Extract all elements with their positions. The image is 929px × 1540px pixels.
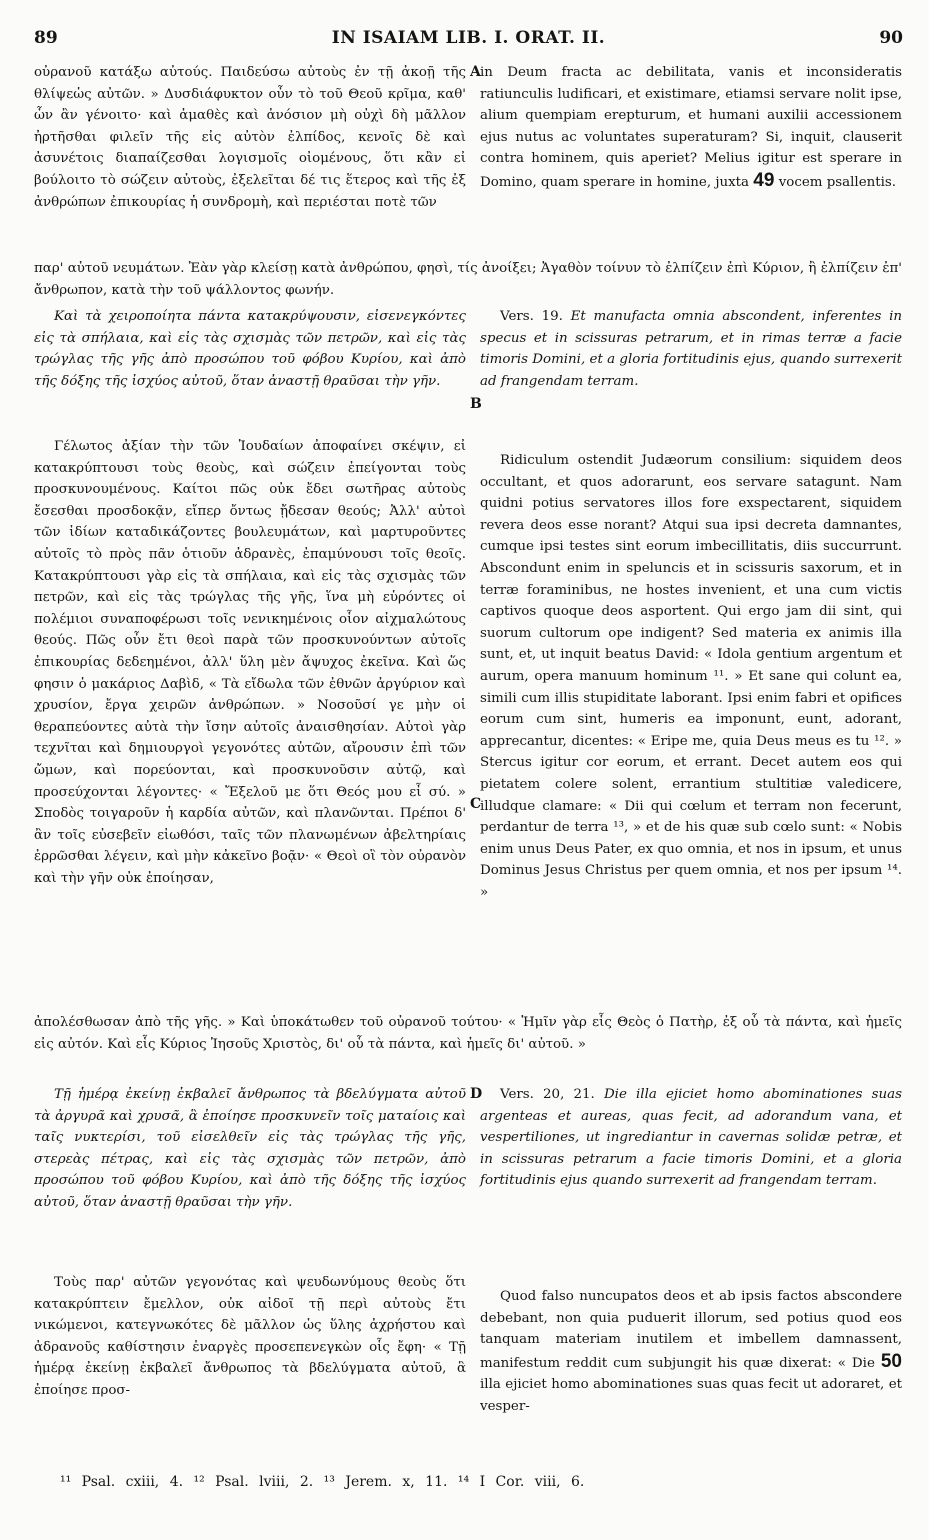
greek-lemma: Τῇ ἡμέρᾳ ἐκείνῃ ἐκβαλεῖ ἄνθρωπος τὰ βδελύγματα αὐτοῦ τὰ ἀργυρᾶ καὶ χρυσᾶ, ἃ ἐποίησε προσκυνεῖν τοῖς ματαίοις καὶ ταῖς νυκτερίσι, τοῦ εἰσελθεῖν εἰς τὰς τρώγλας τῆς γῆς, στερεὰς πέτρας, καὶ εἰς τὰς σχισμὰς τῶν πετρῶν, ἀπὸ προσώπου τοῦ φόβου Κυρίου, καὶ ἀπὸ τῆς δόξης τῆς ἰσχύος αὐτοῦ, ὅταν ἀναστῇ θραῦσαι τὴν γῆν. (34, 1087, 466, 1210)
verse-ref: Vers. 20, 21. (500, 1087, 595, 1102)
margin-marker-b: B (470, 396, 482, 412)
greek-lemma: Καὶ τὰ χειροποίητα πάντα κατακρύψουσιν, εἰσενεγκόντες εἰς τὰ σπήλαια, καὶ εἰς τὰς σχισμὰς τῶν πετρῶν, καὶ εἰς τὰς τρώγλας τῆς γῆς ἀπὸ προσώπου τοῦ φόβου Κυρίου, καὶ ἀπὸ τῆς δόξης τῆς ἰσχύος αὐτοῦ, ὅταν ἀναστῇ θραῦσαι τὴν γῆν. (34, 309, 466, 389)
greek-commentary: Τοὺς παρ' αὐτῶν γεγονότας καὶ ψευδωνύμους θεοὺς ὅτι κατακρύπτειν ἔμελλον, οὐκ αἰδοῖ τῇ περὶ αὐτοὺς ἔτι νικώμενοι, κατεγνωκότες δὲ μᾶλλον ὡς ὕλης ἀχρήστου καὶ ἀδρανοῦς καθίστησιν ἐναργὲς προσεπενεγκὼν οἷς ἔφη· « Τῇ ἡμέρᾳ ἐκείνῃ ἐκβαλεῖ ἄνθρωπος τὰ βδελύγματα αὐτοῦ, ἃ ἐποίησε προσ- (34, 1275, 466, 1398)
margin-marker-c: C (470, 796, 482, 812)
greek-column (34, 306, 466, 392)
full-width-paragraph-2: ἀπολέσθωσαν ἀπὸ τῆς γῆς. » Καὶ ὑποκάτωθεν τοῦ οὐρανοῦ τούτου· « Ἡμῖν γὰρ εἷς Θεὸς ὁ Πατὴρ, ἐξ οὗ τὰ πάντα, καὶ ἡμεῖς εἰς αὐτόν. Καὶ εἷς Κύριος Ἰησοῦς Χριστὸς, δι' οὗ τὰ πάντα, καὶ ἡμεῖς δι' αὐτοῦ. » (34, 1015, 902, 1052)
column-number: 50 (880, 1350, 902, 1372)
greek-paragraph: οὐρανοῦ κατάξω αὐτούς. Παιδεύσω αὐτοὺς ἐν τῇ ἀκοῇ τῆς θλίψεὡς αὐτῶν. » Δυσδιάφυκτον οὖν τὸ τοῦ Θεοῦ κρῖμα, καθ' ὧν ἂν γένοιτο· καὶ ἀμαθὲς καὶ ἀνόσιον μὴ οὐχὶ δὴ μᾶλλον ἠρτῆσθαι φιλεῖν τῆς εἰς αὐτὸν ἐλπίδος, κενοῖς δὲ καὶ ἀσυνέτοις διαπαίζεσθαι λογισμοῖς οἰομένους, ὅτι κἂν εἰ βούλοιτο τὸ σώζειν αὐτοὺς, ἐξελεῖται δέ τις ἕτερος καὶ τῆς ἐξ ἀνθρώπων ἐπικουρίας ἡ συνδρομὴ, καὶ περιέσται ποτὲ τῶν (34, 65, 466, 210)
latin-commentary: Ridiculum ostendit Judæorum consilium: siquidem deos occultant, et quos adorarunt, eos servare satagunt. Nam quidni potius servatores illos fore exspectarent, siquidem revera deos esse norant? Atqui sua ipsi decreta damnantes, cumque ipsi testes sint eorum imbecillitatis, diis succurrunt. Abscondunt enim in speluncis et in scissuris saxorum, et in terræ foraminibus, ne hostes invenient, et una cum victis captivos quoque deos asportent. Qui ergo jam dii sint, qui suorum cultorum ope indigent? Sed materia ex animis illa sunt, et, ut inquit beatus David: « Idola gentium argentum et aurum, opera manuum hominum ¹¹. » Et sane qui colunt ea, simili cum illis stupiditate laborant. Ipsi enim fabri et opifices eorum cum sint, humeris ea imponunt, eunt, adorant, apprecantur, dicentes: « Eripe me, quia Deus meus es tu ¹². » Stercus igitur cor eorum, et errant. Decet autem eos qui pietatem colere solent, errantium stultitiæ valedicere, illudque clamare: « Dii qui cœlum et terram non fecerunt, perdantur de terra ¹³, » et de his quæ sub cœlo sunt: « Nobis enim unus Deus Pater, ex quo omnia, et nos in ipsum, et unus Dominus Jesus Christus per quem omnia, et nos per ipsum ¹⁴. » (480, 453, 902, 900)
page-number-right: 90 (879, 28, 903, 48)
greek-column (34, 436, 466, 889)
latin-lemma (480, 1084, 902, 1192)
page-number-left: 89 (34, 28, 58, 48)
greek-column (34, 62, 466, 213)
margin-marker-d: D (470, 1086, 483, 1102)
latin-column (480, 62, 902, 194)
latin-text: vocem psallentis. (778, 174, 897, 190)
margin-marker-a: A (470, 64, 481, 80)
latin-lemma-text: Et manufacta omnia abscondent, inferentes in specus et in scissuras petrarum, et in rimas terræ a facie timoris Domini, et a gloria fortitudinis ejus, quando surrexerit ad frangendam terram. (480, 309, 903, 389)
latin-lemma-text: Die illa ejiciet homo abominationes suas argenteas et aureas, quas fecit, ad adorandum vana, et vespertiliones, ut ingrediantur in cavernas solidæ petræ, et in scissuras petrarum a facie timoris Domini, et a gloria fortitudinis ejus quando surrexerit ad frangendam terram. (480, 1087, 903, 1189)
latin-commentary (480, 1286, 902, 1418)
latin-lemma (480, 306, 902, 392)
latin-column (480, 450, 902, 903)
verse-ref: Vers. 19. (500, 309, 563, 324)
latin-text: Quod falso nuncupatos deos et ab ipsis factos abscondere debebant, non quia puduerit illorum, sed potius quod eos tanquam materiam inutilem et imbellem damnassent, manifestum reddit cum subjungit his quæ dixerat: « Die (480, 1289, 902, 1371)
latin-column (480, 1286, 902, 1418)
latin-text: illa ejiciet homo abominationes suas quas fecit ut adoraret, et vesper- (480, 1377, 902, 1414)
greek-column (34, 1084, 466, 1214)
greek-column (34, 1272, 466, 1402)
latin-text: in Deum fracta ac debilitata, vanis et inconsideratis ratiunculis ludificari, et existimare, etiamsi servare nolit ipse, alium quempiam erepturum, et humani auxilii accessionem ejus nutus ac voluntates superaturam? Si, inquit, clauserit contra hominem, quis aperiet? Melius igitur est sperare in Domino, quam sperare in homine, juxta (480, 65, 902, 190)
latin-paragraph (480, 62, 902, 194)
footnotes: ¹¹ Psal. cxiii, 4. ¹² Psal. lviii, 2. ¹³ Jerem. x, 11. ¹⁴ I Cor. viii, 6. (60, 1474, 585, 1490)
running-title: IN ISAIAM LIB. I. ORAT. II. (331, 28, 606, 48)
page-header (34, 28, 903, 58)
column-number: 49 (753, 169, 775, 191)
greek-commentary: Γέλωτος ἀξίαν τὴν τῶν Ἰουδαίων ἀποφαίνει σκέψιν, εἰ κατακρύπτουσι τοὺς θεοὺς, καὶ σώζειν ἐπείγονται τοὺς προσκυνουμένους. Καίτοι πῶς οὐκ ἔδει σωτῆρας αὐτοὺς ἔσεσθαι προσδοκᾷν, εἴπερ ὄντως ᾔδεσαν θεούς; Ἀλλ' αὐτοὶ τῶν ἰδίων καταδικάζοντες βουλευμάτων, καὶ μαρτυροῦντες αὐτοῖς τὸ πρὸς πᾶν ὁτιοῦν ἀδρανὲς, ἐπαμύνουσι τοῖς θεοῖς. Κατακρύπτουσι γὰρ εἰς τὰ σπήλαια, καὶ εἰς τὰς σχισμὰς τῶν πετρῶν, καὶ εἰς τὰς τρώγλας τῆς γῆς, ἵνα μὴ εὑρόντες οἱ πολέμιοι συναποφέρωσι τοῖς νενικημένοις οἷον αἰχμαλώτους θεούς. Πῶς οὖν ἔτι θεοὶ παρὰ τῶν προσκυνούντων αὐτοῖς ἐπικουρίας δεδεημένοι, ἀλλ' ὕλη μὲν ἄψυχος ἐκεῖνα. Καὶ ὥς φησιν ὁ μακάριος Δαβὶδ, « Τὰ εἴδωλα τῶν ἐθνῶν ἀργύριον καὶ χρυσίον, ἔργα χειρῶν ἀνθρώπων. » Νοσοῦσί γε μὴν οἱ θεραπεύοντες αὐτὰ τὴν ἴσην αὐτοῖς ἀναισθησίαν. Αὐτοὶ γὰρ τεχνῖται καὶ δημιουργοὶ γεγονότες αὐτῶν, αἴρουσιν ἐπὶ τῶν ὤμων, καὶ πορεύονται, καὶ προσκυνοῦσιν αὐτῷ, καὶ προσεύχονται λέγοντες· « Ἔξελοῦ με ὅτι Θεός μου εἶ σύ. » Σποδὸς τοιγαροῦν ἡ καρδία αὐτῶν, καὶ πλανῶνται. Πρέποι δ' ἂν τοῖς εὐσεβεῖν εἰωθόσι, ταῖς τῶν πλανωμένων ἀβελτηρίαις ἐρρῶσθαι λέγειν, καὶ μὴν κἀκεῖνο βοᾷν· « Θεοὶ οἳ τὸν οὐρανὸν καὶ τὴν γῆν οὐκ ἐποίησαν, (34, 439, 466, 886)
latin-column (480, 1084, 902, 1192)
page-body (34, 62, 902, 1472)
latin-column (480, 306, 902, 392)
full-width-paragraph-1: παρ' αὐτοῦ νευμάτων. Ἐὰν γὰρ κλείσῃ κατὰ ἀνθρώπου, φησὶ, τίς ἀνοίξει; Ἀγαθὸν τοίνυν τὸ ἐλπίζειν ἐπὶ Κύριον, ἢ ἐλπίζειν ἐπ' ἄνθρωπον, κατὰ τὴν τοῦ ψάλλοντος φωνήν. (34, 261, 902, 298)
